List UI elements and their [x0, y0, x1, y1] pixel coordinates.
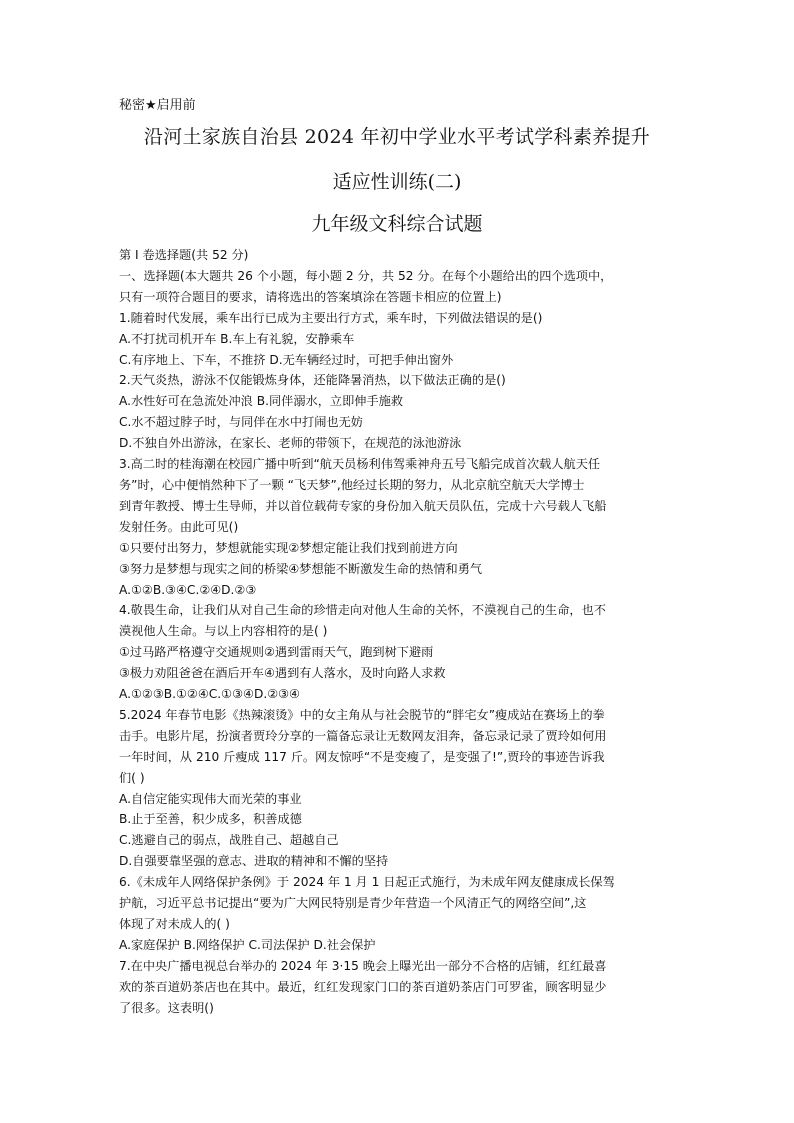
- question-line: 务”时，心中便悄然种下了一颗 “飞天梦”,他经过长期的努力，从北京航空航天大学博士: [119, 477, 585, 492]
- question-line: 击手。电影片尾，扮演者贾玲分享的一篇备忘录让无数网友泪奔，备忘录记录了贾玲如何用: [119, 728, 607, 743]
- option-line: C.逃避自己的弱点，战胜自己、超越自己: [119, 833, 339, 848]
- question-line: 6.《未成年人网络保护条例》于 2024 年 1 月 1 日起正式施行，为未成年网友健康成长保驾: [119, 875, 615, 890]
- question-line: 了很多。这表明(): [119, 1000, 214, 1015]
- question-line: 护航，习近平总书记提出“要为广大网民特别是青少年营造一个风清正气的网络空间”,这: [119, 896, 587, 911]
- statement-line: ①只要付出努力，梦想就能实现②梦想定能让我们找到前进方向: [119, 540, 458, 555]
- option-line: A.自信定能实现伟大而光荣的事业: [119, 791, 302, 806]
- statement-line: ③努力是梦想与现实之间的桥梁④梦想能不断激发生命的热情和勇气: [119, 561, 483, 576]
- question-line: 体现了对未成人的( ): [119, 917, 230, 931]
- option-line: C.水不超过脖子时，与同伴在水中打闹也无妨: [119, 415, 363, 430]
- option-line: D.自强要靠坚强的意志、进取的精神和不懈的坚持: [119, 854, 389, 869]
- exam-body: [119, 245, 679, 1019]
- exam-title-line-1: 沿河土家族自治县 2024 年初中学业水平考试学科素养提升: [143, 126, 651, 148]
- question-line: 发射任务。由此可见(): [119, 519, 239, 534]
- secret-label: 秘密★启用前: [119, 98, 196, 113]
- question-line: 3.高二时的桂海潮在校园广播中听到“航天员杨利伟驾乘神舟五号飞船完成首次载人航天任: [119, 457, 601, 472]
- option-line: A.家庭保护 B.网络保护 C.司法保护 D.社会保护: [119, 937, 376, 952]
- option-line: A.不打扰司机开车 B.车上有礼貌，安静乘车: [119, 331, 355, 346]
- question-line: 1.随着时代发展，乘车出行已成为主要出行方式，乘车时，下列做法错误的是(): [119, 310, 543, 325]
- exam-subtitle: 九年级文科综合试题: [311, 213, 483, 235]
- question-line: 们( ): [119, 770, 145, 785]
- option-line: A.①②③B.①②④C.①③④D.②③④: [119, 687, 300, 702]
- question-line: 2.天气炎热，游泳不仅能锻炼身体，还能降暑消热，以下做法正确的是(): [119, 373, 506, 388]
- option-line: A.①②B.③④C.②④D.②③: [119, 582, 257, 597]
- option-line: C.有序地上、下车，不推挤 D.无车辆经过时，可把手伸出窗外: [119, 352, 454, 367]
- question-line: 一年时间，从 210 斤瘦成 117 斤。网友惊呼“不是变瘦了，是变强了!”,贾玲的事迹告诉我: [119, 749, 605, 764]
- question-line: 5.2024 年春节电影《热辣滚烫》中的女主角从与社会脱节的“胖宅女”瘦成站在赛场上的拳: [119, 707, 605, 722]
- option-line: A.水性好可在急流处冲浪 B.同伴溺水，立即伸手施救: [119, 394, 404, 409]
- statement-line: ③极力劝阻爸爸在酒后开车④遇到有人落水，及时向路人求救: [119, 666, 446, 681]
- option-line: D.不独自外出游泳，在家长、老师的带领下，在规范的泳池游泳: [119, 436, 462, 451]
- option-line: B.止于至善，积少成多，积善成德: [119, 812, 302, 827]
- instructions-line: 一、选择题(本大题共 26 个小题，每小题 2 分，共 52 分。在每个小题给出的四个选项中，: [119, 268, 613, 283]
- question-line: 欢的茶百道奶茶店也在其中。最近，红红发现家门口的茶百道奶茶店门可罗雀，顾客明显少: [119, 979, 607, 994]
- question-line: 4.敬畏生命，让我们从对自己生命的珍惜走向对他人生命的关怀，不漠视自己的生命，也不: [119, 603, 606, 618]
- question-line: 到青年教授、博士生导师，并以首位载荷专家的身份加入航天员队伍，完成十六号载人飞船: [119, 498, 607, 513]
- instructions-line: 只有一项符合题目的要求，请将选出的答案填涂在答题卡相应的位置上): [119, 289, 502, 304]
- question-line: 7.在中央广播电视总台举办的 2024 年 3·15 晚会上曝光出一部分不合格的店铺，红红最喜: [119, 958, 607, 973]
- part-heading: 第 I 卷选择题(共 52 分): [119, 248, 249, 262]
- statement-line: ①过马路严格遵守交通规则②遇到雷雨天气，跑到树下避雨: [119, 645, 434, 660]
- question-line: 漠视他人生命。与以上内容相符的是( ): [119, 624, 328, 639]
- exam-title-line-2: 适应性训练(二): [332, 171, 462, 193]
